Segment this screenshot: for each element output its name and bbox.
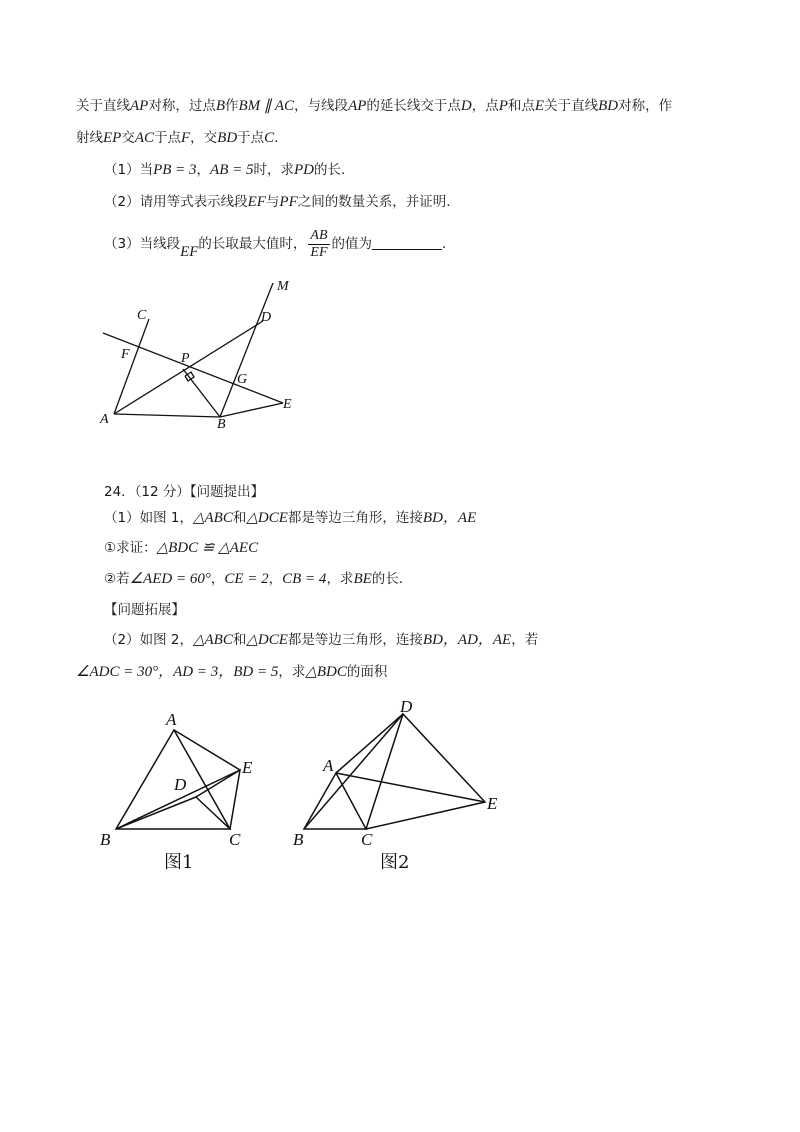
fig2-caption: 图2 [380, 852, 410, 873]
fig1-caption: 图1 [164, 852, 194, 873]
ab-over-ef-fraction: $\frac{AB}{EF}$ [310, 227, 328, 260]
p24-part-2: （2）如图 2，△ABC和△DCE都是等边三角形，连接BD，AD，AE，若 [104, 632, 539, 648]
fig2-label-e: E [487, 794, 498, 813]
label-m: M [277, 279, 289, 294]
label-a: A [100, 412, 109, 427]
p23-text-line-2: 射线EP交AC于点F，交BD于点C. [76, 130, 279, 146]
p24-header: 24．（12 分）【问题提出】 [104, 484, 265, 500]
fig1-label-a: A [166, 710, 177, 729]
label-p: P [181, 351, 190, 366]
fig1-label-b: B [100, 830, 111, 849]
p23-question-2: （2）请用等式表示线段EF与PF之间的数量关系，并证明. [104, 194, 451, 210]
triangle-abc-2 [304, 773, 366, 829]
fig2-label-a: A [323, 756, 334, 775]
p23-text-line-1: 关于直线AP对称，过点B作BM ∥ AC，与线段AP的延长线交于点D，点P和点E关于直线BD对称，作 [76, 98, 673, 114]
p24-statement-1: ①求证：△BDC ≌ △AEC [104, 540, 259, 556]
p24-part-2-cont: ∠ADC = 30°，AD = 3，BD = 5，求△BDC的面积 [76, 664, 388, 680]
fig2-label-c: C [361, 830, 373, 849]
p24-statement-2: ②若∠AED = 60°，CE = 2，CB = 4，求BE的长. [104, 571, 404, 587]
p24-extension-header: 【问题拓展】 [104, 602, 185, 618]
fig2-label-d: D [400, 697, 413, 716]
label-f: F [121, 347, 130, 362]
label-c: C [137, 308, 147, 323]
label-b: B [217, 417, 226, 432]
p24-part-1: （1）如图 1，△ABC和△DCE都是等边三角形，连接BD，AE [104, 510, 477, 526]
fig1-label-c: C [229, 830, 241, 849]
p23-question-3: （3）当线段EF的长取最大值时， $\frac{AB}{EF}$ 的值为 . [104, 227, 447, 260]
fig1-label-d: D [174, 775, 187, 794]
segment-bd-2 [304, 714, 403, 829]
label-g: G [237, 372, 248, 387]
label-e: E [283, 397, 292, 412]
p23-question-1: （1）当PB = 3，AB = 5时，求PD的长. [104, 162, 346, 178]
fig1-label-e: E [242, 758, 253, 777]
label-d: D [261, 310, 272, 325]
fig2-label-b: B [293, 830, 304, 849]
